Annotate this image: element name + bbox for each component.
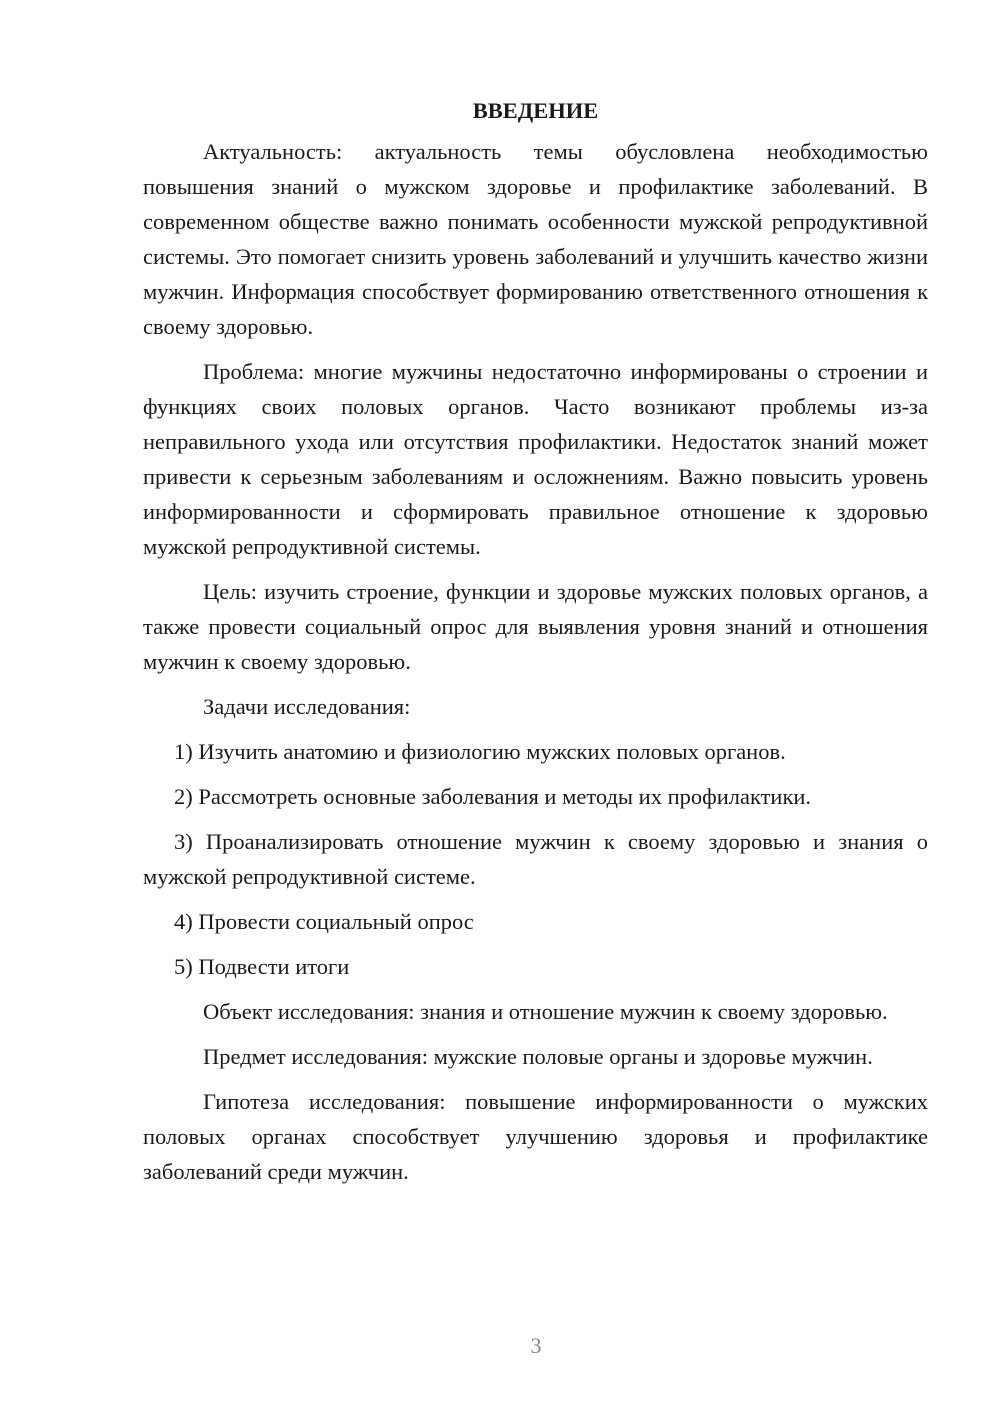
paragraph-subject: Предмет исследования: мужские половые органы и здоровье мужчин. [203, 1044, 873, 1069]
task-item-4: 4) Провести социальный опрос [174, 909, 474, 934]
task-item-5: 5) Подвести итоги [174, 954, 350, 979]
task-item-3: 3) Проанализировать отношение мужчин к своему здоровью и знания о мужской репродуктивной системе. [143, 829, 928, 889]
paragraph-goal: Цель: изучить строение, функции и здоровье мужских половых органов, а также провести социальный опрос для выявления уровня знаний и отношения мужчин к своему здоровью. [143, 579, 928, 674]
page-title: ВВЕДЕНИЕ [472, 98, 599, 123]
paragraph-relevance: Актуальность: актуальность темы обусловлена необходимостью повышения знаний о мужском здоровье и профилактике заболеваний. В современном обществе важно понимать особенности мужской репродуктивной системы. Это помогает снизить уровень заболеваний и улучшить качество жизни мужчин. Информация способствует формированию ответственного отношения к своему здоровью. [143, 139, 928, 339]
task-item-2: 2) Рассмотреть основные заболевания и методы их профилактики. [174, 784, 812, 809]
document-page [143, 93, 928, 1199]
tasks-label: Задачи исследования: [203, 694, 411, 719]
task-item-1: 1) Изучить анатомию и физиологию мужских половых органов. [174, 739, 786, 764]
page-number: 3 [530, 1333, 542, 1358]
paragraph-object: Объект исследования: знания и отношение мужчин к своему здоровью. [203, 999, 888, 1024]
paragraph-hypothesis: Гипотеза исследования: повышение информированности о мужских половых органах способствует улучшению здоровья и профилактике заболеваний среди мужчин. [143, 1089, 928, 1184]
paragraph-problem: Проблема: многие мужчины недостаточно информированы о строении и функциях своих половых органов. Часто возникают проблемы из-за неправильного ухода или отсутствия профилактики. Недостаток знаний может привести к серьезным заболеваниям и осложнениям. Важно повысить уровень информированности и сформировать правильное отношение к здоровью мужской репродуктивной системы. [143, 359, 928, 559]
